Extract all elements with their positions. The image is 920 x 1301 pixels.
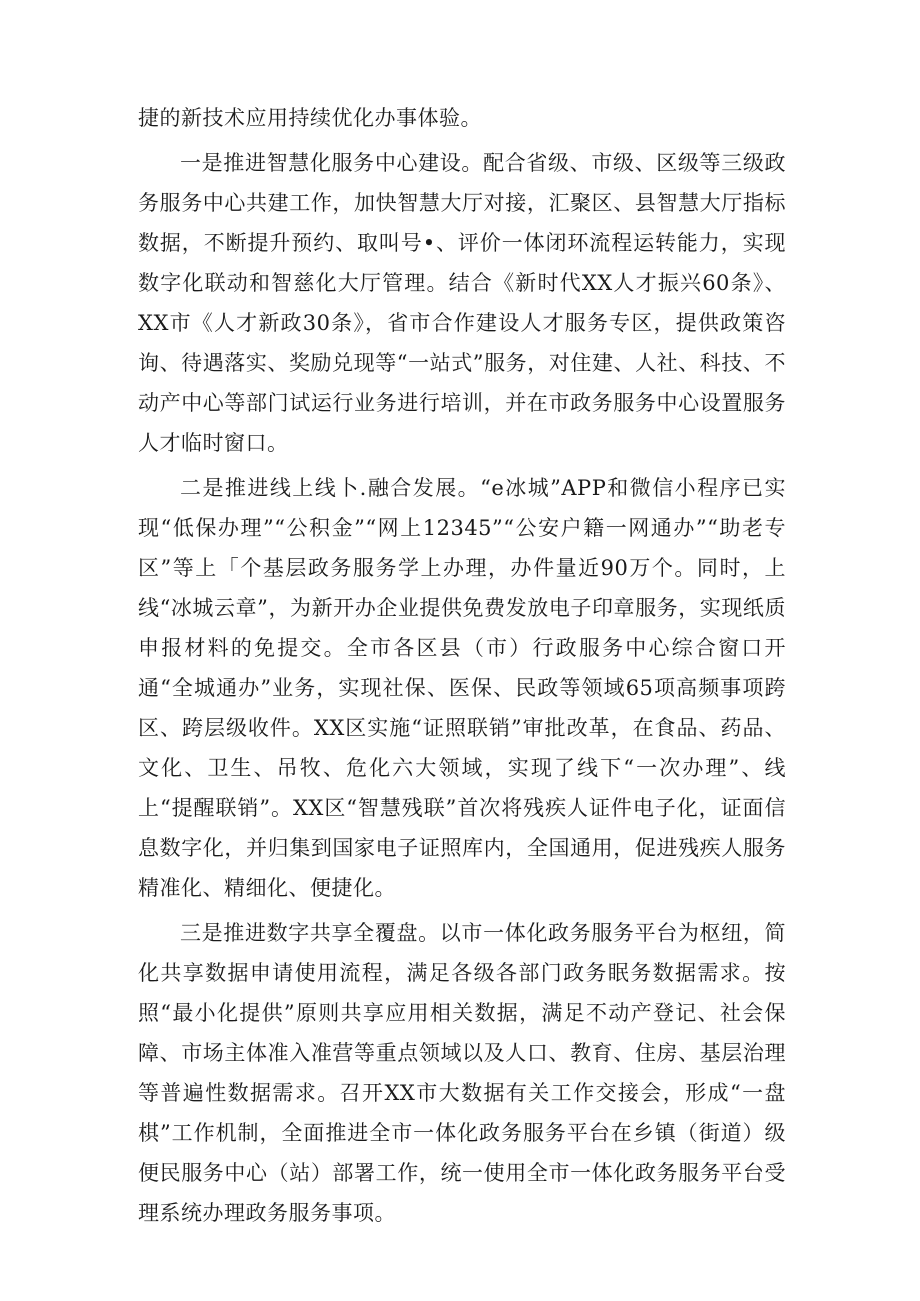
paragraph-data-sharing: 三是推进数字共享全覆盘。以市一体化政务服务平台为枢纽，简化共享数据申请使用流程，满足各级各部门政务眠务数据需求。按照“最小化提供”原则共享应用相关数据，满足不动产登记、社会保障、市场主体准入准营等重点领域以及人口、教育、住房、基层治理等普遍性数据需求。召开XX市大数据有关工作交接会，形成“一盘棋”工作机制，全面推进全市一体化政务服务平台在乡镇（街道）级便民服务中心（站）部署工作，统一使用全市一体化政务服务平台受理系统办理政务服务事项。: [138, 921, 786, 1225]
paragraph-online-offline-integration: 二是推进线上线卜.融合发展。“e冰城”APP和微信小程序已实现“低保办理”“公积金”“网上12345”“公安户籍一网通办”“助老专区”等上「个基层政务服务学上办理，办件量近90万个。同时，上线“冰城云章”，为新开办企业提供免费发放电子印章服务，实现纸质申报材料的免提交。全市各区县（市）行政服务中心综合窗口开通“全城通办”业务，实现社保、医保、民政等领域65项高频事项跨区、跨层级收件。XX区实施“证照联销”审批改革，在食品、药品、文化、卫生、吊牧、危化六大领域，实现了线下“一次办理”、线上“提醒联销”。XX区“智慧残联”首次将残疾人证件电子化，证面信息数字化，并归集到国家电子证照库内，全国通用，促进残疾人服务精准化、精细化、便捷化。: [138, 476, 786, 900]
paragraph-continuation: 捷的新技术应用持续优化办事体验。: [138, 106, 482, 130]
document-body: [138, 98, 786, 1233]
paragraph-smart-service-center: 一是推进智慧化服务中心建设。配合省级、市级、区级等三级政务服务中心共建工作，加快智慧大厅对接，汇聚区、县智慧大厅指标数据，不断提升预约、取叫号•、评价一体闭环流程运转能力，实现数字化联动和智慈化大厅管理。结合《新时代XX人才振兴60条》、XX市《人才新政30条》，省市合作建设人才服务专区，提供政策咨询、待遇落实、奖励兑现等“一站式”服务，对住建、人社、科技、不动产中心等部门试运行业务进行培训，并在市政务服务中心设置服务人才临时窗口。: [138, 151, 786, 455]
